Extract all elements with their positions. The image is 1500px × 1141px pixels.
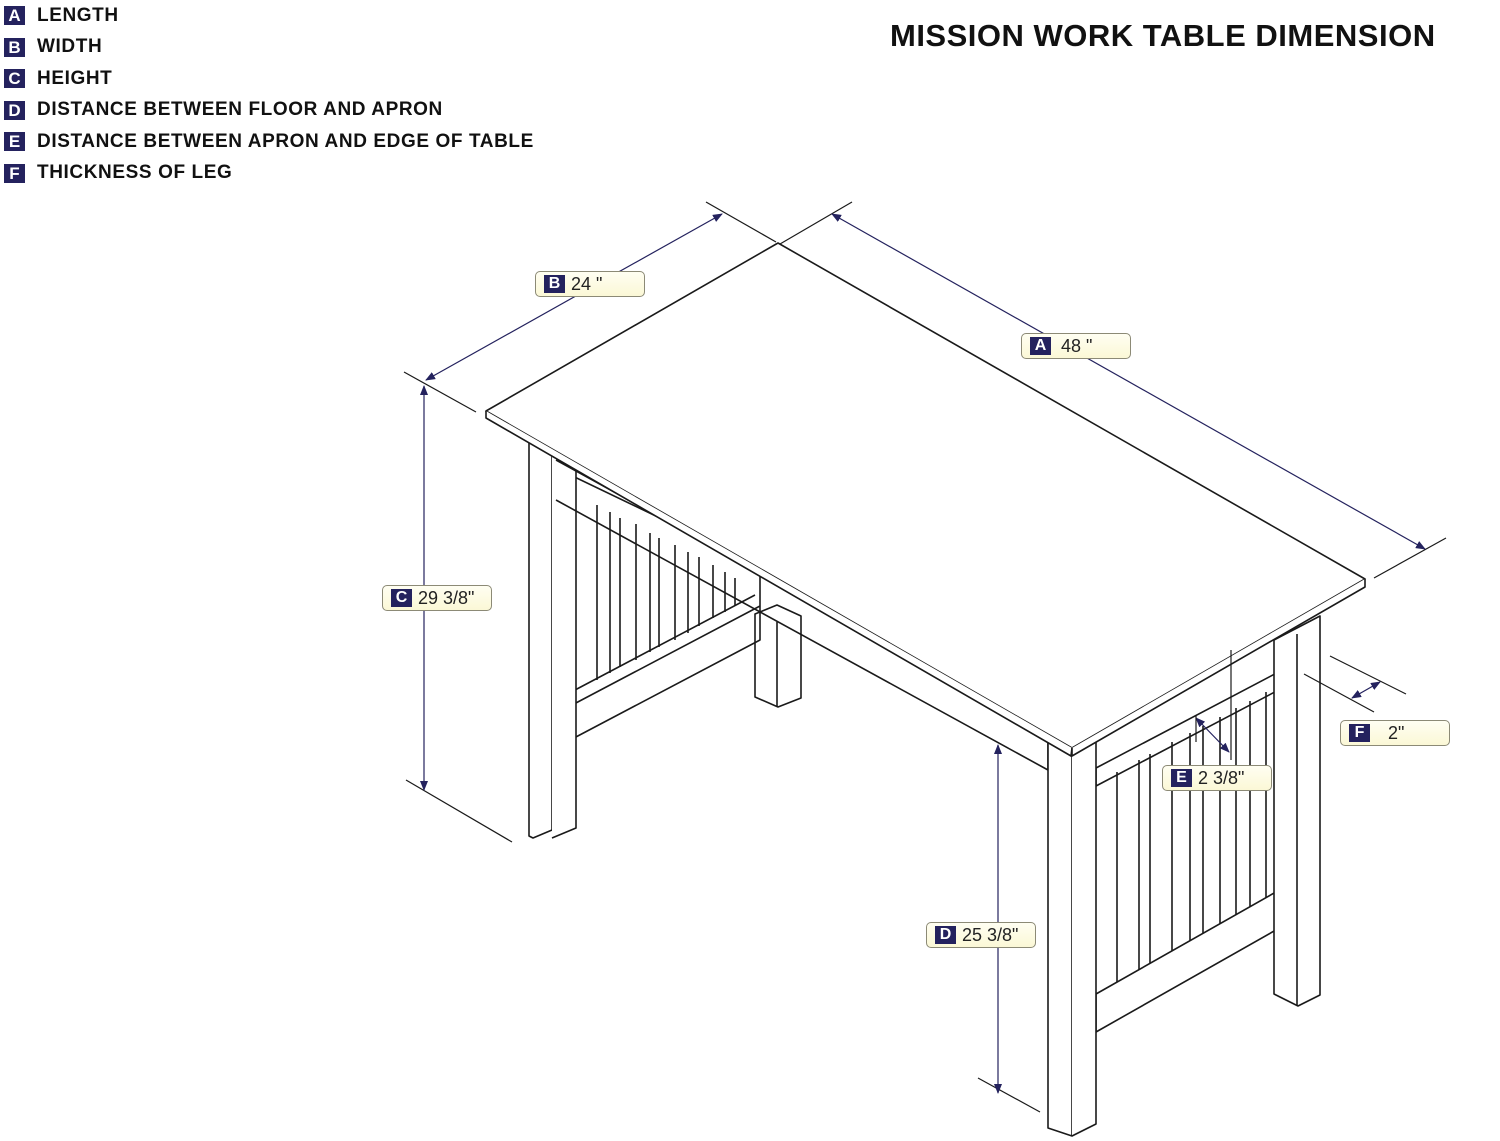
legend-label: THICKNESS OF LEG xyxy=(37,162,233,184)
legend-label: DISTANCE BETWEEN APRON AND EDGE OF TABLE xyxy=(37,130,534,152)
dimension-badge: F xyxy=(1349,724,1370,742)
dimension-value: 2 3/8" xyxy=(1198,767,1245,788)
dimension-badge: A xyxy=(1030,337,1051,355)
dimension-label-c xyxy=(382,585,492,611)
dimension-label-f xyxy=(1340,720,1450,746)
legend-label: HEIGHT xyxy=(37,67,113,89)
dimension-label-d xyxy=(926,922,1036,948)
dimension-badge: B xyxy=(544,275,565,293)
dimension-value: 25 3/8" xyxy=(962,924,1019,945)
table-outline xyxy=(486,243,1365,1136)
legend-badge: A xyxy=(4,6,25,25)
legend-label: LENGTH xyxy=(37,4,119,26)
page-title: MISSION WORK TABLE DIMENSION xyxy=(890,18,1436,53)
legend-badge: E xyxy=(4,132,25,151)
legend-badge: B xyxy=(4,38,25,57)
dimension-badge: E xyxy=(1171,769,1192,787)
dimension-badge: D xyxy=(935,926,956,944)
legend-label: DISTANCE BETWEEN FLOOR AND APRON xyxy=(37,99,443,121)
legend-badge: D xyxy=(4,101,25,120)
dimension-value: 2" xyxy=(1388,722,1405,743)
dimension-value: 29 3/8" xyxy=(418,587,475,608)
dimension-label-e xyxy=(1162,765,1272,791)
dimension-label-b xyxy=(535,271,645,297)
dimension-badge: C xyxy=(391,589,412,607)
legend-badge: F xyxy=(4,164,25,183)
dimension-value: 48 " xyxy=(1061,335,1093,356)
dimension-value: 24 " xyxy=(571,273,603,294)
legend-label: WIDTH xyxy=(37,36,103,58)
dimension-label-a xyxy=(1021,333,1131,359)
legend-badge: C xyxy=(4,69,25,88)
